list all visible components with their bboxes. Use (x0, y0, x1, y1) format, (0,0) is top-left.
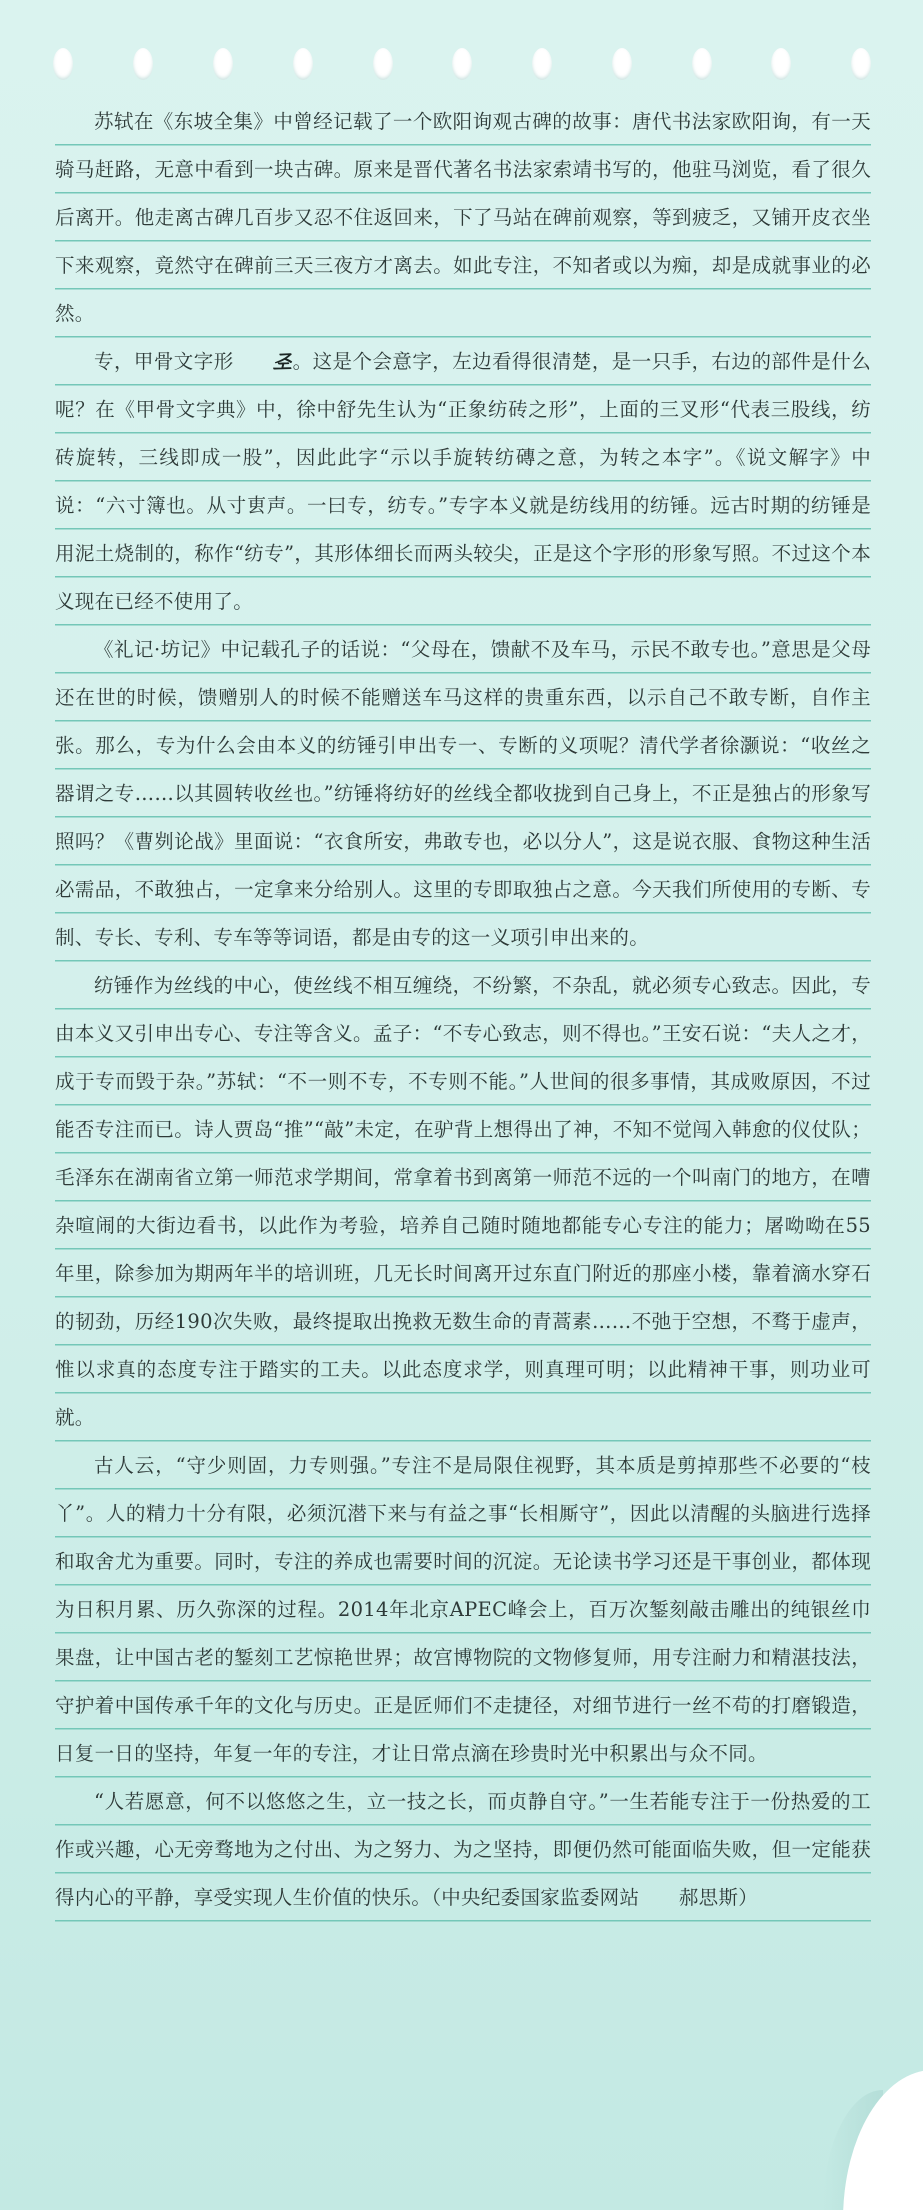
binding-hole (452, 48, 472, 80)
binding-hole (133, 48, 153, 80)
oracle-bone-glyph-icon: 𢀖 (272, 350, 293, 373)
paragraph-1: 苏轼在《东坡全集》中曾经记载了一个欧阳询观古碑的故事：唐代书法家欧阳询，有一天骑马赶路，无意中看到一块古碑。原来是晋代著名书法家索靖书写的，他驻马浏览，看了很久后离开。他走离古碑几百步又忍不住返回来，下了马站在碑前观察，等到疲乏，又铺开皮衣坐下来观察，竟然守在碑前三天三夜方才离去。如此专注，不知者或以为痴，却是成就事业的必然。 (55, 98, 871, 338)
paragraph-2-prefix: 专，甲骨文字形 (94, 350, 234, 373)
binding-holes (0, 48, 923, 82)
binding-hole (692, 48, 712, 80)
binding-hole (213, 48, 233, 80)
paragraph-2-text: 。这是个会意字，左边看得很清楚，是一只手，右边的部件是什么呢？在《甲骨文字典》中，徐中舒先生认为“正象纺砖之形”，上面的三叉形“代表三股线，纺砖旋转，三线即成一股”，因此此字“示以手旋转纺磚之意，为转之本字”。《说文解字》中说：“六寸簿也。从寸叀声。一曰专，纺专。”专字本义就是纺线用的纺锤。远古时期的纺锤是用泥土烧制的，称作“纺专”，其形体细长而两头较尖，正是这个字形的形象写照。不过这个本义现在已经不使用了。 (55, 350, 871, 613)
paragraph-6: “人若愿意，何不以悠悠之生，立一技之长，而贞静自守。”一生若能专注于一份热爱的工作或兴趣，心无旁骛地为之付出、为之努力、为之坚持，即便仍然可能面临失败，但一定能获得内心的平静，享受实现人生价值的快乐。（中央纪委国家监委网站 郝思斯） (55, 1778, 871, 1922)
paragraph-2 (55, 338, 871, 626)
binding-hole (851, 48, 871, 80)
binding-hole (771, 48, 791, 80)
binding-hole (293, 48, 313, 80)
binding-hole (532, 48, 552, 80)
binding-hole (53, 48, 73, 80)
article-body (55, 98, 871, 1922)
binding-hole (373, 48, 393, 80)
paragraph-5: 古人云，“守少则固，力专则强。”专注不是局限住视野，其本质是剪掉那些不必要的“枝丫”。人的精力十分有限，必须沉潜下来与有益之事“长相厮守”，因此以清醒的头脑进行选择和取舍尤为重要。同时，专注的养成也需要时间的沉淀。无论读书学习还是干事创业，都体现为日积月累、历久弥深的过程。2014年北京APEC峰会上，百万次錾刻敲击雕出的纯银丝巾果盘，让中国古老的錾刻工艺惊艳世界；故宫博物院的文物修复师，用专注耐力和精湛技法，守护着中国传承千年的文化与历史。正是匠师们不走捷径，对细节进行一丝不苟的打磨锻造，日复一日的坚持，年复一年的专注，才让日常点滴在珍贵时光中积累出与众不同。 (55, 1442, 871, 1778)
binding-hole (612, 48, 632, 80)
paragraph-4: 纺锤作为丝线的中心，使丝线不相互缠绕，不纷繁，不杂乱，就必须专心致志。因此，专由本义又引申出专心、专注等含义。孟子：“不专心致志，则不得也。”王安石说：“夫人之才，成于专而毁于杂。”苏轼：“不一则不专，不专则不能。”人世间的很多事情，其成败原因，不过能否专注而已。诗人贾岛“推”“敲”未定，在驴背上想得出了神，不知不觉闯入韩愈的仪仗队；毛泽东在湖南省立第一师范求学期间，常拿着书到离第一师范不远的一个叫南门的地方，在嘈杂喧闹的大街边看书，以此作为考验，培养自己随时随地都能专心专注的能力；屠呦呦在55年里，除参加为期两年半的培训班，几无长时间离开过东直门附近的那座小楼，靠着滴水穿石的韧劲，历经190次失败，最终提取出挽救无数生命的青蒿素……不弛于空想，不骛于虚声，惟以求真的态度专注于踏实的工夫。以此态度求学，则真理可明；以此精神干事，则功业可就。 (55, 962, 871, 1442)
paragraph-3: 《礼记·坊记》中记载孔子的话说：“父母在，馈献不及车马，示民不敢专也。”意思是父母还在世的时候，馈赠别人的时候不能赠送车马这样的贵重东西，以示自己不敢专断，自作主张。那么，专为什么会由本义的纺锤引申出专一、专断的义项呢？清代学者徐灏说：“收丝之器谓之专……以其圆转收丝也。”纺锤将纺好的丝线全都收拢到自己身上，不正是独占的形象写照吗？《曹刿论战》里面说：“衣食所安，弗敢专也，必以分人”，这是说衣服、食物这种生活必需品，不敢独占，一定拿来分给别人。这里的专即取独占之意。今天我们所使用的专断、专制、专长、专利、专车等等词语，都是由专的这一义项引申出来的。 (55, 626, 871, 962)
